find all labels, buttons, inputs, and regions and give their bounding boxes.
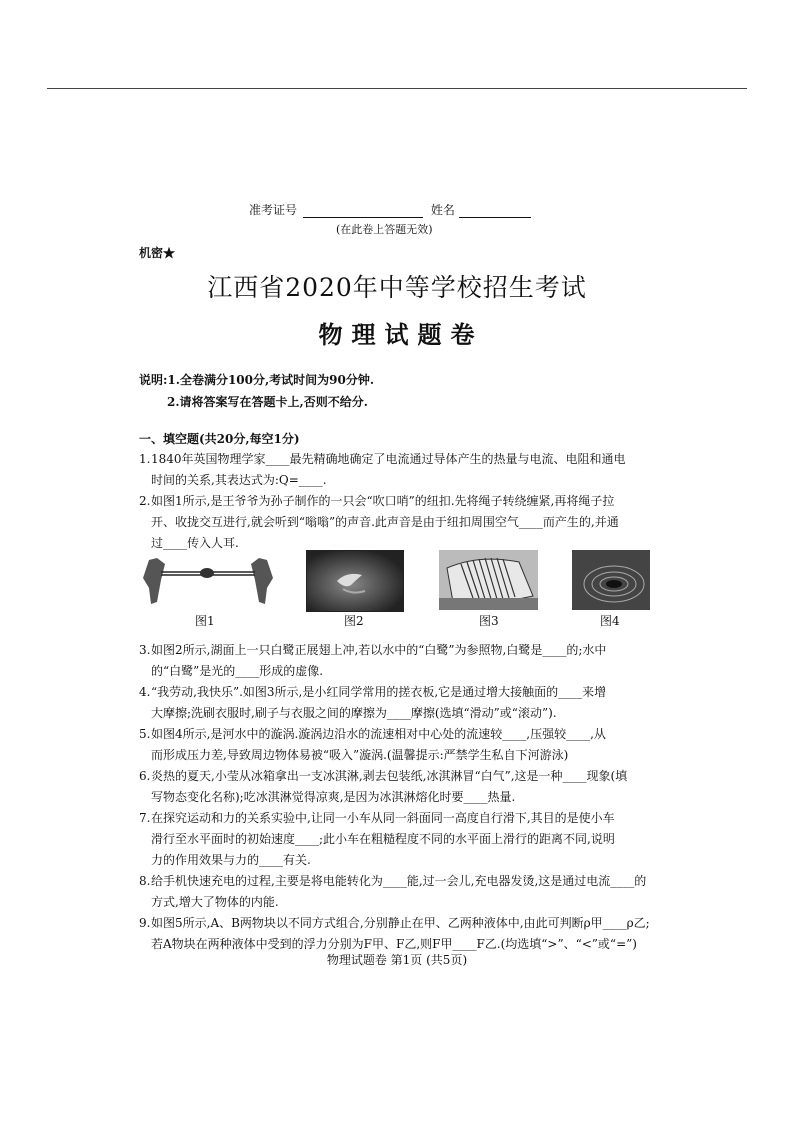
figure-3 bbox=[439, 550, 538, 628]
question-9: 9.如图5所示,A、B两物块以不同方式组合,分别静止在甲、乙两种液体中,由此可判断ρ甲____ρ乙; 若A物块在两种液体中受到的浮力分别为F甲、F乙,则F甲____F乙.(均选填“>”、“<”或“=”) bbox=[139, 916, 650, 951]
button-whistle-image bbox=[139, 550, 277, 610]
section-heading: 一、填空题(共20分,每空1分) bbox=[139, 432, 300, 446]
question-4: 4.“我劳动,我快乐”.如图3所示,是小红同学常用的搓衣板,它是通过增大接触面的____来增 大摩擦;洗刷衣服时,刷子与衣服之间的摩擦为____摩擦(选填“滑动”或“滚动”). bbox=[139, 685, 607, 720]
question-5: 5.如图4所示,是河水中的漩涡.漩涡边沿水的流速相对中心处的流速较____,压强较____,从 而形成压力差,导致周边物体易被“吸入”漩涡.(温馨提示:严禁学生私自下河游泳) bbox=[139, 727, 606, 762]
exam-number-blank bbox=[303, 205, 423, 218]
question-3: 3.如图2所示,湖面上一只白鹭正展翅上冲,若以水中的“白鹭”为参照物,白鹭是____的;水中 的“白鹭”是光的____形成的虚像. bbox=[139, 643, 607, 678]
exam-title: 江西省2020年中等学校招生考试 bbox=[207, 273, 587, 302]
whirlpool-photo bbox=[572, 550, 650, 610]
exam-number-row bbox=[249, 201, 531, 218]
name-blank bbox=[459, 205, 531, 218]
paper-subtitle: 物理试题卷 bbox=[318, 320, 484, 349]
washboard-photo bbox=[439, 550, 538, 610]
secret-mark: 机密★ bbox=[139, 246, 176, 260]
page-footer: 物理试题卷 第1页 (共5页) bbox=[326, 953, 468, 967]
no-answer-note: (在此卷上答题无效) bbox=[336, 223, 433, 236]
exam-number-label: 准考证号 bbox=[249, 203, 298, 217]
instruction-line-1: 说明:1.全卷满分100分,考试时间为90分钟. bbox=[139, 373, 375, 387]
top-rule bbox=[47, 88, 747, 89]
name-label: 姓名 bbox=[430, 203, 455, 217]
figure-2-caption: 图2 bbox=[344, 614, 364, 628]
figure-1-caption: 图1 bbox=[195, 614, 215, 628]
figure-4 bbox=[572, 550, 650, 628]
figure-4-caption: 图4 bbox=[600, 614, 620, 628]
egret-photo bbox=[306, 550, 404, 612]
question-2: 2.如图1所示,是王爷爷为孙子制作的一只会“吹口哨”的纽扣.先将绳子转绕缠紧,再将绳子拉 开、收拢交互进行,就会听到“嗡嗡”的声音.此声音是由于纽扣周围空气____而产生的,并通 过____传入人耳. bbox=[139, 494, 619, 550]
question-6: 6.炎热的夏天,小莹从冰箱拿出一支冰淇淋,剥去包装纸,冰淇淋冒“白气”,这是一种____现象(填 写物态变化名称);吃冰淇淋觉得凉爽,是因为冰淇淋熔化时要____热量. bbox=[139, 769, 628, 804]
figure-2 bbox=[306, 550, 404, 628]
question-7: 7.在探究运动和力的关系实验中,让同一小车从同一斜面同一高度自行滑下,其目的是使小车 滑行至水平面时的初始速度____;此小车在粗糙程度不同的水平面上滑行的距离不同,说明 力的作用效果与力的____有关. bbox=[139, 811, 615, 867]
question-1: 1.1840年英国物理学家____最先精确地确定了电流通过导体产生的热量与电流、电阻和通电 时间的关系,其表达式为:Q=____. bbox=[139, 452, 626, 487]
instructions bbox=[139, 369, 374, 413]
figure-1 bbox=[139, 550, 277, 628]
question-8: 8.给手机快速充电的过程,主要是将电能转化为____能,过一会儿,充电器发烫,这是通过电流____的 方式,增大了物体的内能. bbox=[139, 874, 647, 909]
figure-3-caption: 图3 bbox=[479, 614, 499, 628]
instruction-line-2: 2.请将答案写在答题卡上,否则不给分. bbox=[167, 395, 368, 409]
